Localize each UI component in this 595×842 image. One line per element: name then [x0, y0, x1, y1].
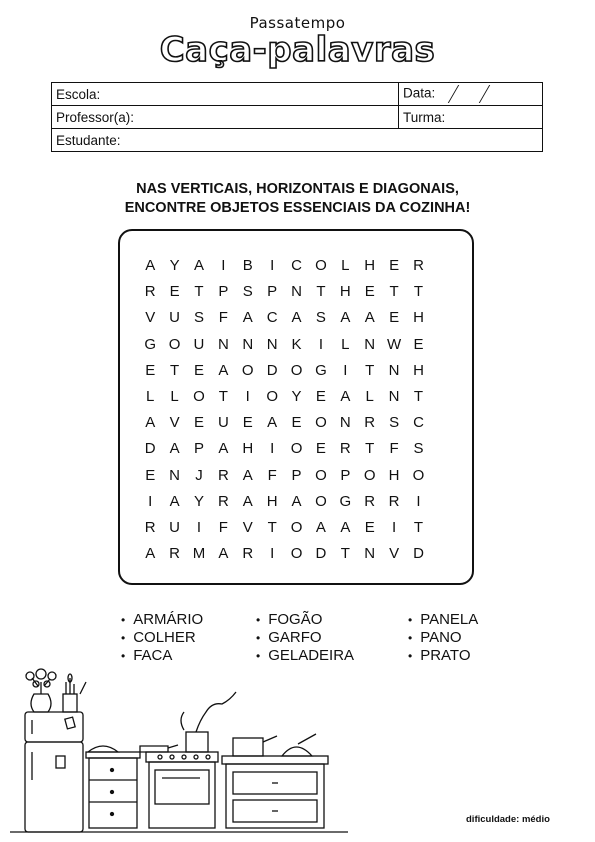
school-label: Escola: — [56, 86, 101, 102]
instructions — [0, 180, 595, 218]
grid-letter: S — [315, 309, 326, 327]
grid-letter: O — [290, 518, 303, 536]
grid-letter: I — [148, 492, 153, 510]
grid-letter: N — [364, 545, 376, 563]
grid-letter: T — [389, 283, 399, 301]
grid-letter: A — [340, 518, 351, 536]
grid-letter: F — [218, 518, 228, 536]
grid-letter: R — [364, 492, 376, 510]
grid-letter: I — [245, 387, 250, 405]
grid-letter: E — [413, 335, 424, 353]
refrigerator-icon — [25, 712, 83, 832]
grid-letter: V — [389, 545, 400, 563]
grid-letter: D — [144, 440, 156, 458]
grid-letter: A — [145, 414, 156, 432]
grid-letter: G — [144, 335, 157, 353]
grid-letter: N — [169, 466, 180, 484]
grid-letter: A — [242, 492, 253, 510]
grid-letter: H — [242, 440, 254, 458]
grid-letter: O — [290, 361, 303, 379]
grid-letter: H — [266, 492, 278, 510]
grid-letter: A — [242, 309, 253, 327]
date-separator — [448, 85, 471, 103]
grid-letter: R — [217, 492, 229, 510]
grid-letter: V — [242, 518, 253, 536]
grid-letter: E — [315, 440, 326, 458]
grid-letter: F — [218, 309, 228, 327]
teacher-field[interactable] — [52, 106, 399, 129]
grid-letter: T — [267, 518, 277, 536]
grid-letter: T — [413, 518, 424, 536]
grid-letter: P — [267, 283, 278, 301]
grid-letter: F — [389, 440, 399, 458]
grid-letter: F — [267, 466, 277, 484]
grid-letter: K — [291, 335, 302, 353]
instructions-line: NAS VERTICAIS, HORIZONTAIS E DIAGONAIS, — [136, 181, 459, 197]
grid-letter: T — [218, 387, 228, 405]
grid-letter: A — [267, 414, 278, 432]
grid-letter: T — [170, 361, 180, 379]
kitchen-illustration — [0, 660, 360, 840]
grid-letter: S — [389, 414, 400, 432]
flower-vase-icon — [26, 669, 56, 712]
grid-letter: E — [193, 414, 204, 432]
grid-letter: R — [413, 257, 424, 274]
grid-letter: S — [242, 283, 253, 301]
grid-letter: O — [412, 466, 425, 484]
grid-letter: J — [195, 466, 203, 484]
grid-letter: A — [218, 440, 229, 458]
grid-letter: C — [266, 309, 278, 327]
grid-letter: A — [340, 309, 351, 327]
page-title: Caça-palavras — [159, 30, 436, 70]
grid-letter: A — [364, 309, 375, 327]
grid-letter: S — [413, 440, 424, 458]
grid-letter: H — [413, 361, 424, 379]
grid-letter: E — [291, 414, 302, 432]
grid-letter: I — [196, 518, 202, 536]
grid-letter: O — [290, 440, 303, 458]
grid-letter: A — [169, 440, 180, 458]
grid-letter: L — [146, 387, 155, 405]
grid-letter: V — [145, 309, 156, 327]
grid-letter: I — [416, 492, 421, 510]
grid-letter: L — [365, 387, 374, 405]
grid-letter: G — [315, 361, 327, 379]
grid-letter: M — [192, 545, 206, 563]
grid-letter: O — [266, 387, 278, 405]
grid-letter: P — [291, 466, 302, 484]
grid-letter: R — [388, 492, 400, 510]
word-item: • FACA — [121, 647, 203, 665]
word-search-box — [118, 229, 474, 585]
grid-letter: P — [340, 466, 351, 484]
grid-letter: U — [217, 414, 229, 432]
grid-letter: C — [413, 414, 424, 432]
word-list-column — [121, 611, 203, 665]
grid-letter: A — [193, 257, 204, 274]
word-item: • ARMÁRIO — [121, 611, 203, 629]
grid-letter: I — [318, 335, 324, 353]
grid-letter: O — [290, 545, 303, 563]
grid-letter: H — [388, 466, 400, 484]
grid-letter: D — [413, 545, 424, 563]
kitchen-counter-icon — [222, 734, 328, 828]
grid-letter: H — [339, 283, 351, 301]
grid-letter: R — [339, 440, 351, 458]
grid-letter: R — [144, 518, 156, 536]
school-field[interactable] — [52, 83, 399, 106]
student-label: Estudante: — [56, 132, 121, 148]
grid-letter: Y — [169, 257, 180, 274]
grid-letter: R — [364, 414, 376, 432]
grid-letter: N — [217, 335, 229, 353]
word-list-column — [408, 611, 478, 665]
grid-letter: I — [343, 361, 348, 379]
word-item: • PANO — [408, 629, 478, 647]
grid-letter: T — [365, 361, 375, 379]
word-item: • FOGÃO — [256, 611, 354, 629]
date-separator — [479, 85, 502, 103]
grid-letter: P — [193, 440, 204, 458]
word-item: • PANELA — [408, 611, 478, 629]
grid-letter: L — [341, 257, 350, 274]
word-item: • PRATO — [408, 647, 478, 665]
grid-letter: N — [364, 335, 376, 353]
date-field[interactable] — [399, 83, 543, 106]
grid-letter: T — [413, 387, 424, 405]
word-list-column — [256, 611, 354, 665]
grid-letter: N — [388, 361, 400, 379]
grid-letter: E — [193, 361, 204, 379]
grid-letter: N — [242, 335, 254, 353]
word-item: • GARFO — [256, 629, 354, 647]
grid-letter: A — [218, 545, 229, 563]
header-subtitle: Passatempo — [249, 14, 346, 32]
grid-letter: A — [242, 466, 253, 484]
grid-letter: T — [340, 545, 350, 563]
grid-letter: V — [169, 414, 180, 432]
grid-letter: B — [242, 257, 253, 274]
grid-letter: R — [242, 545, 254, 563]
grid-letter: E — [389, 309, 400, 327]
date-label: Data: — [403, 85, 436, 101]
grid-letter: O — [315, 414, 327, 432]
grid-letter: O — [241, 361, 254, 379]
instructions-line: ENCONTRE OBJETOS ESSENCIAIS DA COZINHA! — [124, 200, 471, 216]
grid-letter: T — [194, 283, 204, 301]
grid-letter: O — [315, 492, 327, 510]
grid-letter: L — [170, 387, 179, 405]
grid-letter: E — [169, 283, 180, 301]
grid-letter: N — [388, 387, 400, 405]
grid-letter: I — [392, 518, 397, 536]
grid-letter: O — [315, 466, 327, 484]
grid-letter: E — [145, 361, 156, 379]
student-info-form — [51, 82, 543, 152]
grid-letter: E — [364, 518, 375, 536]
grid-letter: E — [389, 257, 400, 274]
grid-letter: T — [413, 283, 424, 301]
grid-letter: A — [291, 492, 302, 510]
grid-letter: I — [270, 440, 275, 458]
difficulty-label: dificuldade: médio — [466, 814, 550, 825]
grid-letter: E — [364, 283, 375, 301]
grid-letter: O — [363, 466, 376, 484]
utensil-holder-icon — [63, 674, 86, 712]
grid-letter: R — [169, 545, 180, 563]
grid-letter: A — [145, 257, 156, 274]
grid-letter: H — [364, 257, 376, 274]
grid-letter: P — [218, 283, 229, 301]
grid-letter: S — [193, 309, 204, 327]
grid-letter: D — [266, 361, 278, 379]
grid-letter: Y — [291, 387, 302, 405]
grid-letter: E — [145, 466, 156, 484]
grid-letter: I — [221, 257, 226, 274]
grid-letter: G — [339, 492, 352, 510]
grid-letter: D — [315, 545, 327, 563]
drawer-cabinet-icon — [86, 746, 140, 828]
teacher-label: Professor(a): — [56, 109, 135, 125]
grid-letter: U — [193, 335, 205, 353]
word-search-grid — [138, 253, 431, 567]
grid-letter: A — [169, 492, 180, 510]
grid-letter: C — [291, 257, 302, 274]
student-field[interactable] — [52, 129, 543, 152]
grid-letter: A — [291, 309, 302, 327]
grid-letter: L — [341, 335, 350, 353]
grid-letter: N — [339, 414, 351, 432]
grid-letter: O — [168, 335, 181, 353]
grid-letter: R — [217, 466, 229, 484]
word-item: • GELADEIRA — [256, 647, 354, 665]
grid-letter: T — [365, 440, 375, 458]
grid-letter: T — [316, 283, 326, 301]
grid-letter: Y — [193, 492, 204, 510]
grid-letter: N — [291, 283, 302, 301]
grid-letter: O — [193, 387, 205, 405]
grid-letter: N — [266, 335, 278, 353]
grid-letter: A — [145, 545, 156, 563]
grid-letter: W — [387, 335, 402, 353]
grid-letter: I — [270, 257, 275, 274]
grid-letter: I — [270, 545, 275, 563]
grid-letter: E — [242, 414, 253, 432]
class-label: Turma: — [403, 109, 446, 125]
grid-letter: E — [315, 387, 326, 405]
grid-letter: H — [413, 309, 424, 327]
grid-letter: O — [315, 257, 327, 274]
grid-letter: R — [144, 283, 156, 301]
class-field[interactable] — [399, 106, 543, 129]
grid-letter: U — [169, 518, 180, 536]
grid-letter: A — [218, 361, 229, 379]
grid-letter: U — [169, 309, 180, 327]
grid-letter: A — [315, 518, 326, 536]
word-item: • COLHER — [121, 629, 203, 647]
grid-letter: A — [340, 387, 351, 405]
